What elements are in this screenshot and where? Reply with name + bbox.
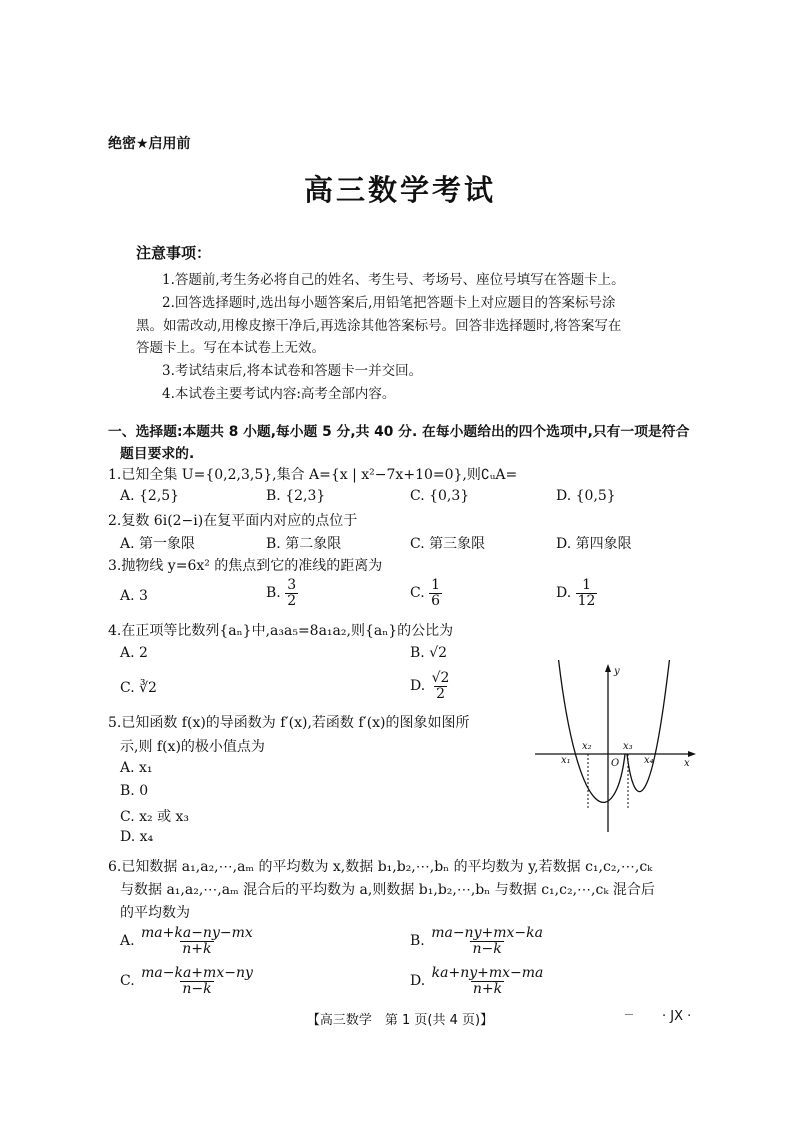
q5-option-a: A. x₁ (120, 760, 153, 776)
question-1-stem: 1.已知全集 U={0,2,3,5},集合 A={x | x²−7x+10=0},则∁ᵤA= (108, 467, 518, 483)
y-axis-arrow-icon (605, 664, 611, 672)
page-footer: 【高三数学 第 1 页(共 4 页)】 (306, 1013, 494, 1028)
fraction (429, 578, 442, 608)
question-6-stem-cont: 的平均数为 (120, 905, 190, 921)
q3-option-a: A. 3 (120, 588, 148, 604)
note-line: 1.答题前,考生务必将自己的姓名、考生号、考场号、座位号填写在答题卡上。 (162, 272, 625, 288)
notes-heading: 注意事项： (136, 244, 212, 262)
q1-option-c: C. {0,3} (410, 488, 470, 504)
fraction (430, 671, 452, 701)
option-letter: D. (556, 585, 572, 602)
derivative-graph (530, 660, 700, 835)
x2-label: x₂ (582, 741, 592, 752)
note-line: 3.考试结束后,将本试卷和答题卡一并交回。 (162, 363, 423, 379)
fraction (430, 966, 546, 996)
denominator: 6 (431, 592, 441, 609)
q4-option-c: C. ∛2 (120, 680, 157, 696)
q3-option-b (266, 578, 298, 608)
denominator: 2 (287, 592, 297, 609)
numerator: 1 (582, 577, 592, 593)
denominator: n−k (472, 940, 502, 957)
fraction (285, 578, 298, 608)
numerator: 3 (287, 577, 297, 593)
x4-label: x₄ (644, 755, 654, 766)
q1-option-b: B. {2,3} (266, 488, 326, 504)
origin-label: O (611, 758, 620, 769)
q3-option-d (556, 578, 597, 608)
q3-option-c (410, 578, 442, 608)
option-letter: C. (120, 973, 135, 990)
denominator: 2 (436, 685, 446, 702)
note-line: 2.回答选择题时,选出每小题答案后,用铅笔把答题卡上对应题目的答案标号涂 (162, 295, 616, 311)
curve-right-arc (627, 660, 670, 792)
option-letter: A. (120, 933, 135, 950)
q5-option-b: B. 0 (120, 783, 149, 799)
option-letter: B. (266, 585, 281, 602)
footer-divider (625, 1014, 633, 1015)
section-heading: 一、选择题:本题共 8 小题,每小题 5 分,共 40 分. 在每小题给出的四个选项中,只有一项是符合 (108, 424, 690, 440)
fraction (576, 578, 598, 608)
numerator: ma+ka−ny−mx (141, 925, 253, 941)
numerator: ma−ka+mx−ny (141, 965, 253, 981)
x1-label: x₁ (561, 755, 571, 766)
q5-option-c: C. x₂ 或 x₃ (120, 809, 190, 825)
confidential-label: 绝密★启用前 (108, 136, 191, 152)
q4-option-a: A. 2 (120, 645, 148, 661)
fraction (139, 966, 255, 996)
denominator: n+k (472, 980, 503, 997)
question-5-stem: 5.已知函数 f(x)的导函数为 f′(x),若函数 f′(x)的图象如图所 (108, 715, 470, 731)
question-3-stem: 3.抛物线 y=6x² 的焦点到它的准线的距离为 (108, 558, 383, 574)
q1-option-d: D. {0,5} (556, 488, 616, 504)
y-axis-label: y (614, 666, 620, 677)
curve-left-arc (558, 660, 625, 802)
fraction (139, 926, 255, 956)
q2-option-a: A. 第一象限 (120, 536, 196, 552)
option-letter: C. (410, 585, 425, 602)
question-5-stem-cont: 示,则 f(x)的极小值点为 (120, 739, 265, 755)
option-letter: D. (410, 973, 426, 990)
q2-option-d: D. 第四象限 (556, 536, 632, 552)
x-axis-label: x (684, 758, 690, 769)
note-line: 黑。如需改动,用橡皮擦干净后,再选涂其他答案标号。回答非选择题时,将答案写在 (136, 318, 622, 334)
question-6-stem-cont: 与数据 a₁,a₂,⋯,aₘ 混合后的平均数为 a,则数据 b₁,b₂,⋯,bₙ 与数据 c₁,c₂,⋯,cₖ 混合后 (120, 882, 655, 898)
q2-option-c: C. 第三象限 (410, 536, 486, 552)
denominator: n−k (182, 980, 212, 997)
q2-option-b: B. 第二象限 (266, 536, 342, 552)
note-line: 答题卡上。写在本试卷上无效。 (136, 340, 325, 356)
denominator: 12 (577, 592, 596, 609)
x-axis-arrow-icon (688, 751, 696, 757)
numerator: 1 (431, 577, 441, 593)
q4-option-b: B. √2 (410, 645, 448, 661)
paper-code: · JX · (662, 1009, 692, 1024)
q6-option-d (410, 966, 545, 996)
q6-option-b (410, 926, 545, 956)
option-letter: D. (410, 678, 426, 695)
numerator: √2 (431, 670, 450, 686)
q6-option-a (120, 926, 255, 956)
q1-option-a: A. {2,5} (120, 488, 180, 504)
numerator: ka+ny+mx−ma (431, 965, 544, 981)
q5-option-d: D. x₄ (120, 829, 154, 845)
question-6-stem: 6.已知数据 a₁,a₂,⋯,aₘ 的平均数为 x,数据 b₁,b₂,⋯,bₙ 的平均数为 y,若数据 c₁,c₂,⋯,cₖ (108, 859, 653, 875)
x3-label: x₃ (623, 741, 633, 752)
fraction (429, 926, 545, 956)
denominator: n+k (182, 940, 212, 957)
option-letter: B. (410, 933, 425, 950)
section-heading-cont: 题目要求的. (120, 446, 195, 462)
q4-option-d (410, 671, 451, 701)
numerator: ma−ny+mx−ka (431, 925, 543, 941)
question-2-stem: 2.复数 6i(2−i)在复平面内对应的点位于 (108, 513, 358, 529)
page-title: 高三数学考试 (303, 173, 496, 207)
q6-option-c (120, 966, 255, 996)
question-4-stem: 4.在正项等比数列{aₙ}中,a₃a₅=8a₁a₂,则{aₙ}的公比为 (108, 623, 454, 639)
note-line: 4.本试卷主要考试内容:高考全部内容。 (162, 386, 396, 402)
